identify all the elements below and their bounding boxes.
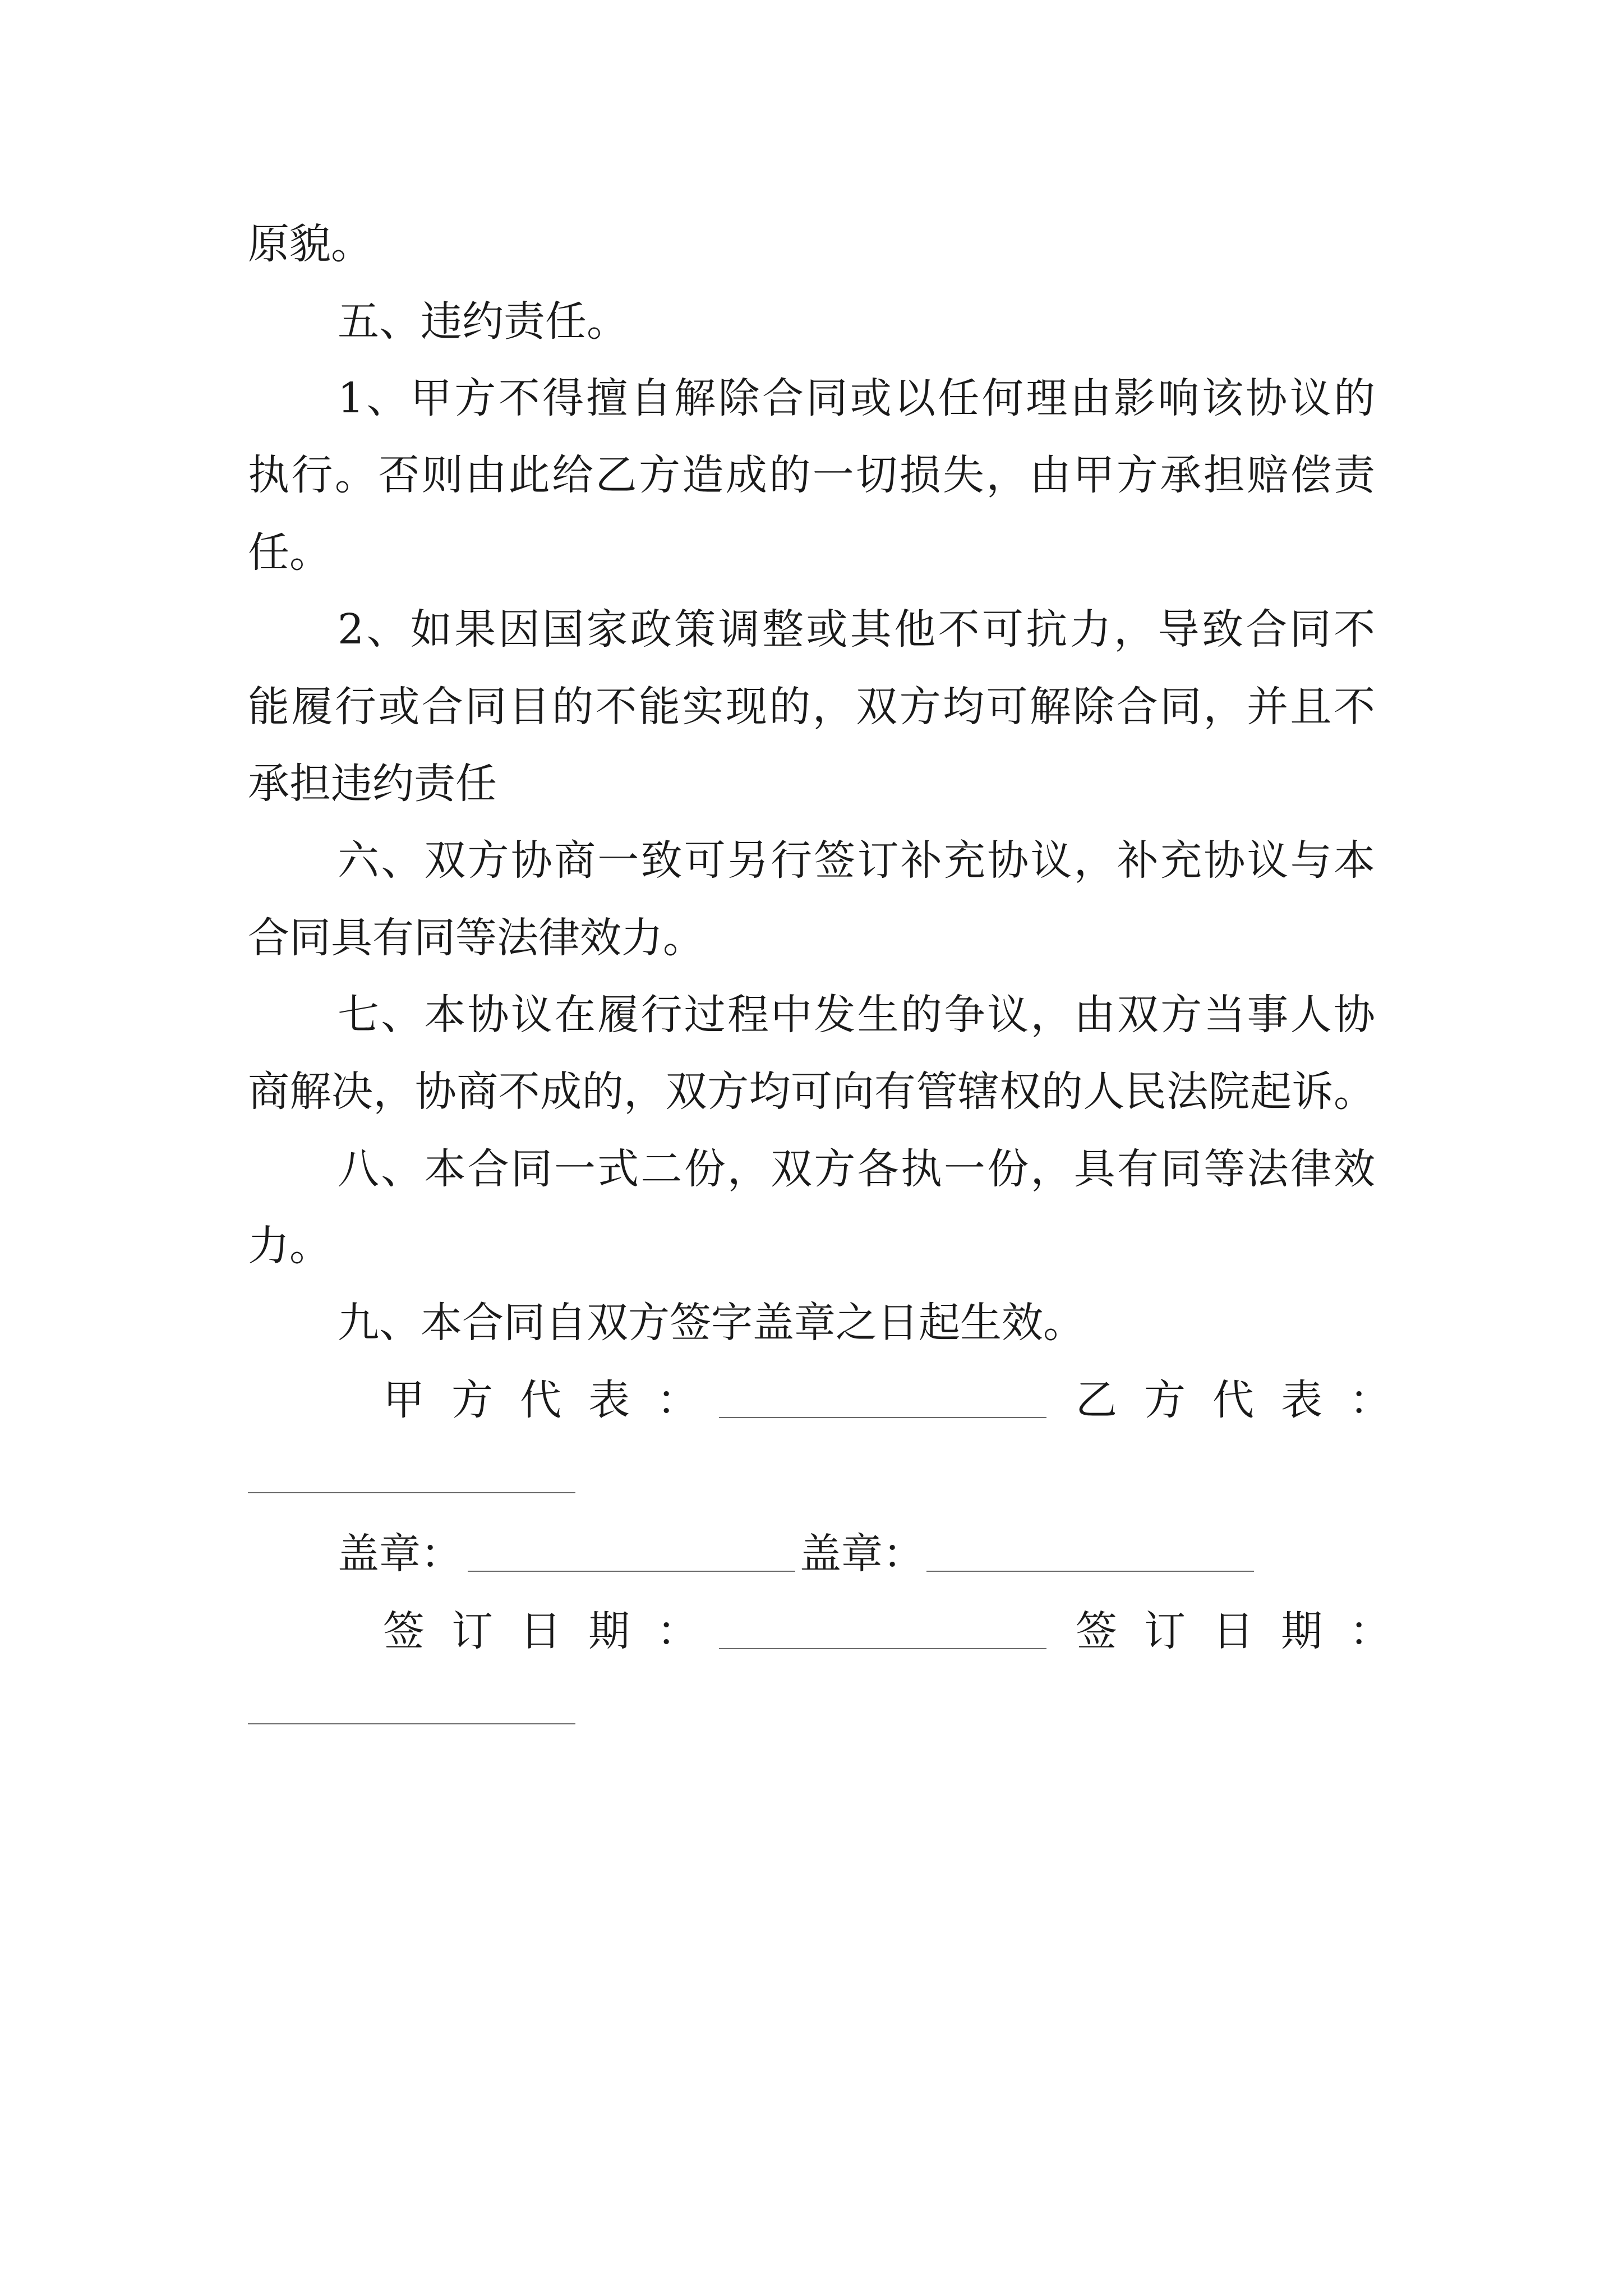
paragraph-line: 任。	[248, 528, 331, 577]
party-a-rep-label: 甲方代表：	[383, 1376, 725, 1424]
paragraph-line: 力。	[248, 1222, 331, 1270]
paragraph-line: 九、本合同自双方签字盖章之日起生效。	[338, 1299, 1085, 1347]
paragraph-line: 七、本协议在履行过程中发生的争议，由双方当事人协	[338, 991, 1375, 1039]
party-b-rep-blank[interactable]	[248, 1492, 575, 1493]
party-b-rep-label: 乙方代表：	[1076, 1376, 1418, 1424]
paragraph-line: 合同具有同等法律效力。	[248, 914, 704, 962]
signature-row-representatives	[0, 1372, 1623, 1428]
date-a-label: 签订日期：	[383, 1607, 725, 1655]
paragraph-line: 1、甲方不得擅自解除合同或以任何理由影响该协议的	[338, 374, 1375, 422]
section-heading: 五、违约责任。	[338, 297, 628, 346]
paragraph-line: 承担违约责任	[248, 760, 497, 808]
paragraph-line: 2、如果因国家政策调整或其他不可抗力，导致合同不	[338, 605, 1375, 654]
date-a-blank[interactable]	[719, 1648, 1046, 1649]
date-b-blank[interactable]	[248, 1723, 575, 1724]
party-a-rep-blank[interactable]	[719, 1417, 1046, 1418]
paragraph-line: 执行。否则由此给乙方造成的一切损失，由甲方承担赔偿责	[248, 451, 1375, 499]
signature-row-dates	[0, 1603, 1623, 1659]
paragraph-line: 八、本合同一式二份，双方各执一份，具有同等法律效	[338, 1145, 1375, 1193]
seal-a-label: 盖章：	[338, 1530, 462, 1578]
seal-a-blank[interactable]	[468, 1571, 795, 1572]
paragraph-line: 能履行或合同目的不能实现的，双方均可解除合同，并且不	[248, 683, 1375, 731]
seal-b-label: 盖章：	[800, 1530, 924, 1578]
signature-row-seals	[0, 1526, 1623, 1582]
date-b-label: 签订日期：	[1076, 1607, 1418, 1655]
paragraph-line: 六、双方协商一致可另行签订补充协议，补充协议与本	[338, 836, 1375, 885]
seal-b-blank[interactable]	[926, 1571, 1254, 1572]
paragraph-line: 商解决，协商不成的，双方均可向有管辖权的人民法院起诉。	[248, 1068, 1375, 1116]
paragraph-line: 原貌。	[248, 220, 372, 268]
